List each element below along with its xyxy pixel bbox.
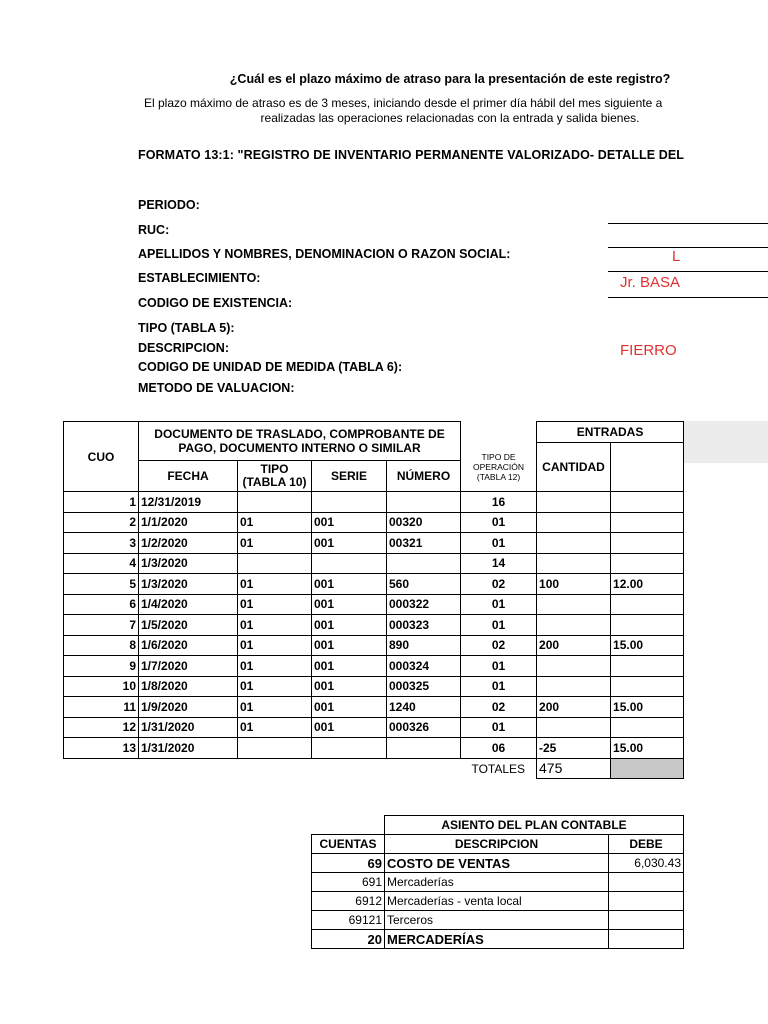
asiento-descripcion: Mercaderías - venta local — [385, 892, 609, 911]
cell-cuo: 7 — [64, 615, 139, 636]
cell-costo — [611, 594, 684, 615]
asiento-debe — [609, 911, 684, 930]
asiento-title: ASIENTO DEL PLAN CONTABLE — [385, 816, 684, 835]
question-text: ¿Cuál es el plazo máximo de atraso para la presentación de este registro? — [229, 72, 671, 86]
table-row — [64, 512, 684, 533]
asiento-cuenta: 69121 — [312, 911, 385, 930]
cell-cantidad — [537, 553, 611, 574]
cell-cantidad: -25 — [537, 738, 611, 759]
cell-tipo: 01 — [238, 533, 312, 554]
totales-cantidad: 475 — [537, 758, 611, 779]
asiento-cuenta: 691 — [312, 873, 385, 892]
cell-cuo: 10 — [64, 676, 139, 697]
asiento-debe — [609, 930, 684, 949]
table-row — [64, 676, 684, 697]
cell-tipo: 01 — [238, 697, 312, 718]
asiento-col-debe: DEBE — [609, 835, 684, 854]
header-fecha: FECHA — [139, 461, 238, 492]
cell-cuo: 11 — [64, 697, 139, 718]
cell-cantidad — [537, 676, 611, 697]
cell-fecha: 1/3/2020 — [139, 574, 238, 595]
apellidos-value: L — [672, 248, 681, 265]
cell-fecha: 1/4/2020 — [139, 594, 238, 615]
cell-serie: 001 — [312, 656, 387, 677]
cell-tipo — [238, 492, 312, 513]
totales-label: TOTALES — [471, 761, 526, 776]
cell-cuo: 13 — [64, 738, 139, 759]
establecimiento-label: ESTABLECIMIENTO: — [138, 271, 261, 285]
cell-tipo-operacion: 14 — [461, 553, 537, 574]
totales-row — [64, 758, 684, 779]
cell-costo: 15.00 — [611, 697, 684, 718]
cell-cuo: 4 — [64, 553, 139, 574]
cell-tipo-operacion: 02 — [461, 635, 537, 656]
cell-tipo: 01 — [238, 615, 312, 636]
cell-tipo: 01 — [238, 717, 312, 738]
cell-tipo-operacion: 01 — [461, 615, 537, 636]
codigo-unidad-label: CODIGO DE UNIDAD DE MEDIDA (TABLA 6): — [138, 360, 403, 374]
asiento-cuenta: 6912 — [312, 892, 385, 911]
table-row — [64, 492, 684, 513]
cell-numero: 00320 — [387, 512, 461, 533]
asiento-debe — [609, 873, 684, 892]
table-row — [64, 553, 684, 574]
answer-line-2: realizadas las operaciones relacionadas con la entrada y salida bienes. — [260, 111, 640, 125]
cell-cantidad — [537, 594, 611, 615]
blank-cell — [238, 758, 312, 779]
cell-costo: 12.00 — [611, 574, 684, 595]
ruc-underline — [608, 247, 768, 248]
cell-numero: 000323 — [387, 615, 461, 636]
cell-fecha: 1/31/2020 — [139, 738, 238, 759]
establecimiento-value: Jr. BASA — [620, 274, 681, 291]
blank-cell — [64, 758, 139, 779]
cell-costo — [611, 615, 684, 636]
cell-cantidad — [537, 492, 611, 513]
cell-numero: 560 — [387, 574, 461, 595]
asiento-table — [311, 815, 684, 949]
cell-serie: 001 — [312, 533, 387, 554]
asiento-cuenta: 69 — [312, 854, 385, 873]
cell-tipo-operacion: 01 — [461, 676, 537, 697]
asiento-descripcion: Terceros — [385, 911, 609, 930]
table-row — [64, 635, 684, 656]
codigo-existencia-label: CODIGO DE EXISTENCIA: — [138, 296, 293, 310]
blank-cell — [139, 758, 238, 779]
cell-cuo: 6 — [64, 594, 139, 615]
table-row — [64, 656, 684, 677]
asiento-debe — [609, 892, 684, 911]
blank-cell — [387, 758, 461, 779]
asiento-row — [312, 873, 684, 892]
header-documento: DOCUMENTO DE TRASLADO, COMPROBANTE DE PAGO, DOCUMENTO INTERNO O SIMILAR — [139, 422, 461, 461]
answer-line-1: El plazo máximo de atraso es de 3 meses, iniciando desde el primer día hábil del mes siguiente a — [144, 96, 663, 110]
table-row — [64, 574, 684, 595]
cell-costo: 15.00 — [611, 738, 684, 759]
cell-costo — [611, 492, 684, 513]
header-cantidad: CANTIDAD — [537, 442, 611, 492]
asiento-descripcion: Mercaderías — [385, 873, 609, 892]
establecimiento-underline — [608, 297, 768, 298]
asiento-debe: 6,030.43 — [609, 854, 684, 873]
cell-cuo: 9 — [64, 656, 139, 677]
descripcion-label: DESCRIPCION: — [138, 341, 229, 355]
cell-cuo: 5 — [64, 574, 139, 595]
tipo-label: TIPO (TABLA 5): — [138, 321, 235, 335]
header-cuo: CUO — [64, 422, 139, 492]
table-row — [64, 615, 684, 636]
cell-tipo-operacion: 01 — [461, 717, 537, 738]
cell-cantidad: 100 — [537, 574, 611, 595]
cell-cantidad — [537, 512, 611, 533]
cell-tipo: 01 — [238, 512, 312, 533]
cell-costo — [611, 553, 684, 574]
cell-costo — [611, 533, 684, 554]
cell-fecha: 12/31/2019 — [139, 492, 238, 513]
cell-numero: 000325 — [387, 676, 461, 697]
cell-serie: 001 — [312, 512, 387, 533]
asiento-row — [312, 911, 684, 930]
cell-fecha: 1/6/2020 — [139, 635, 238, 656]
cell-tipo — [238, 553, 312, 574]
asiento-col-descripcion: DESCRIPCION — [385, 835, 609, 854]
table-row — [64, 697, 684, 718]
cell-fecha: 1/1/2020 — [139, 512, 238, 533]
cell-serie: 001 — [312, 676, 387, 697]
cell-serie — [312, 553, 387, 574]
cell-numero: 890 — [387, 635, 461, 656]
header-costo — [611, 442, 684, 492]
cell-tipo-operacion: 01 — [461, 512, 537, 533]
cell-serie: 001 — [312, 717, 387, 738]
cell-numero: 000322 — [387, 594, 461, 615]
cell-fecha: 1/8/2020 — [139, 676, 238, 697]
apellidos-underline — [608, 271, 768, 272]
cell-serie: 001 — [312, 594, 387, 615]
asiento-descripcion: COSTO DE VENTAS — [385, 854, 609, 873]
cell-cantidad: 200 — [537, 635, 611, 656]
formato-title: FORMATO 13:1: "REGISTRO DE INVENTARIO PERMANENTE VALORIZADO- DETALLE DEL — [138, 148, 685, 162]
header-serie: SERIE — [312, 461, 387, 492]
asiento-descripcion: MERCADERÍAS — [385, 930, 609, 949]
cell-cantidad: 200 — [537, 697, 611, 718]
cell-cuo: 2 — [64, 512, 139, 533]
cell-tipo-operacion: 01 — [461, 533, 537, 554]
descripcion-value: FIERRO — [620, 342, 677, 359]
table-row — [64, 738, 684, 759]
cell-cuo: 3 — [64, 533, 139, 554]
cell-fecha: 1/3/2020 — [139, 553, 238, 574]
cell-costo — [611, 717, 684, 738]
metodo-label: METODO DE VALUACION: — [138, 381, 295, 395]
cell-tipo-operacion: 02 — [461, 697, 537, 718]
ruc-label: RUC: — [138, 223, 170, 237]
cell-cuo: 8 — [64, 635, 139, 656]
cell-serie: 001 — [312, 615, 387, 636]
cell-cantidad — [537, 533, 611, 554]
cell-tipo: 01 — [238, 635, 312, 656]
header-tipo-operacion: TIPO DE OPERACIÓN (TABLA 12) — [461, 442, 537, 492]
cell-serie: 001 — [312, 574, 387, 595]
cell-numero: 000326 — [387, 717, 461, 738]
periodo-label: PERIODO: — [138, 198, 200, 212]
asiento-row — [312, 854, 684, 873]
totales-costo-shade — [611, 758, 684, 779]
cell-costo — [611, 512, 684, 533]
cell-serie — [312, 738, 387, 759]
cell-serie — [312, 492, 387, 513]
cell-tipo-operacion: 06 — [461, 738, 537, 759]
cell-fecha: 1/31/2020 — [139, 717, 238, 738]
cell-costo — [611, 676, 684, 697]
asiento-cuenta: 20 — [312, 930, 385, 949]
asiento-row — [312, 930, 684, 949]
cell-numero: 000324 — [387, 656, 461, 677]
header-tipo: TIPO (TABLA 10) — [238, 461, 312, 492]
cell-tipo — [238, 738, 312, 759]
apellidos-label: APELLIDOS Y NOMBRES, DENOMINACION O RAZON SOCIAL: — [138, 247, 511, 261]
table-row — [64, 533, 684, 554]
cell-numero — [387, 553, 461, 574]
cell-tipo-operacion: 01 — [461, 656, 537, 677]
cell-costo — [611, 656, 684, 677]
header-numero: NÚMERO — [387, 461, 461, 492]
cell-tipo-operacion: 02 — [461, 574, 537, 595]
inventory-table — [63, 421, 684, 779]
periodo-underline — [608, 223, 768, 224]
cell-numero — [387, 738, 461, 759]
cell-fecha: 1/7/2020 — [139, 656, 238, 677]
cell-numero — [387, 492, 461, 513]
blank-cell — [312, 758, 387, 779]
asiento-row — [312, 892, 684, 911]
table-row — [64, 594, 684, 615]
cell-numero: 00321 — [387, 533, 461, 554]
header-shade — [683, 421, 768, 463]
cell-fecha: 1/2/2020 — [139, 533, 238, 554]
cell-tipo: 01 — [238, 656, 312, 677]
cell-fecha: 1/9/2020 — [139, 697, 238, 718]
cell-fecha: 1/5/2020 — [139, 615, 238, 636]
cell-tipo: 01 — [238, 594, 312, 615]
cell-serie: 001 — [312, 697, 387, 718]
cell-cantidad — [537, 615, 611, 636]
cell-cantidad — [537, 656, 611, 677]
cell-cuo: 12 — [64, 717, 139, 738]
cell-tipo-operacion: 01 — [461, 594, 537, 615]
asiento-col-cuentas: CUENTAS — [312, 835, 385, 854]
header-entradas: ENTRADAS — [537, 422, 684, 443]
cell-cuo: 1 — [64, 492, 139, 513]
cell-numero: 1240 — [387, 697, 461, 718]
cell-tipo: 01 — [238, 574, 312, 595]
cell-serie: 001 — [312, 635, 387, 656]
cell-costo: 15.00 — [611, 635, 684, 656]
cell-cantidad — [537, 717, 611, 738]
cell-tipo-operacion: 16 — [461, 492, 537, 513]
table-row — [64, 717, 684, 738]
cell-tipo: 01 — [238, 676, 312, 697]
